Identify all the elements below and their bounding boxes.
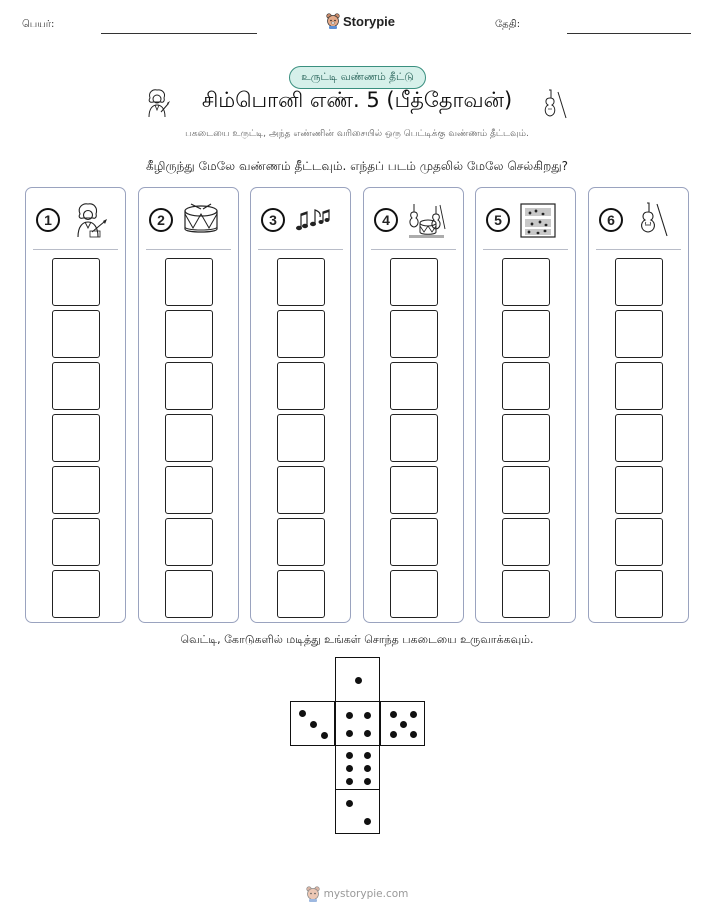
color-box[interactable] [165,518,213,566]
storypie-bear-icon [326,13,340,29]
color-box[interactable] [615,258,663,306]
brand-name: Storypie [343,13,396,29]
die-face-5 [380,701,425,746]
drum-icon [181,202,221,238]
die-pip [390,711,397,718]
die-face-6 [335,745,380,790]
track-header [589,202,688,238]
die-pip [364,818,371,825]
die-pip [346,778,353,785]
violin-icon [631,202,671,238]
footer [0,886,714,902]
music-notes-icon [293,202,333,238]
color-box[interactable] [615,414,663,462]
color-box[interactable] [390,466,438,514]
beethoven-icon [68,202,108,238]
track-divider [596,249,681,250]
page-title: சிம்பொனி எண். 5 (பீத்தோவன்) [201,88,513,112]
color-box[interactable] [502,362,550,410]
track-header [251,202,350,238]
color-box[interactable] [52,466,100,514]
die-pip [346,712,353,719]
die-pip [346,765,353,772]
die-face-3 [290,701,335,746]
track-column-5 [475,187,576,623]
color-box[interactable] [615,466,663,514]
color-box[interactable] [52,362,100,410]
color-box[interactable] [165,258,213,306]
color-box[interactable] [165,310,213,358]
track-number: 2 [149,208,173,232]
die-pip [410,711,417,718]
color-box[interactable] [502,466,550,514]
track-column-2 [138,187,239,623]
color-box[interactable] [52,414,100,462]
die-pip [364,712,371,719]
die-pip [364,752,371,759]
track-header [26,202,125,238]
track-number: 6 [599,208,623,232]
color-box[interactable] [277,570,325,618]
track-column-6 [588,187,689,623]
name-line[interactable] [101,33,257,34]
die-pip [364,765,371,772]
track-divider [146,249,231,250]
color-box[interactable] [615,518,663,566]
die-pip [346,800,353,807]
track-column-4 [363,187,464,623]
storypie-bear-icon [306,886,320,902]
track-divider [258,249,343,250]
color-box[interactable] [165,414,213,462]
track-header [476,202,575,238]
color-box[interactable] [390,310,438,358]
color-box[interactable] [52,258,100,306]
orchestra-instruments-icon [406,202,446,238]
footer-url[interactable]: mystorypie.com [323,888,409,900]
die-pip [299,710,306,717]
track-header [364,202,463,238]
color-box[interactable] [502,414,550,462]
instructions-subtitle: பகடையை உருட்டி, அந்த எண்ணின் வரிசையில் ஒரு பெட்டிக்கு வண்ணம் தீட்டவும். [185,129,529,139]
die-pip [321,732,328,739]
track-number: 1 [36,208,60,232]
color-box[interactable] [502,570,550,618]
track-column-3 [250,187,351,623]
color-box[interactable] [277,414,325,462]
die-pip [346,730,353,737]
color-box[interactable] [277,518,325,566]
track-column-1 [25,187,126,623]
die-pip [364,778,371,785]
sheet-music-icon [518,202,558,238]
die-instruction: வெட்டி, கோடுகளில் மடித்து உங்கள் சொந்த பகடையை உருவாக்கவும். [180,633,534,646]
color-box[interactable] [277,466,325,514]
track-divider [33,249,118,250]
activity-badge: உருட்டி வண்ணம் தீட்டு [289,66,426,89]
die-pip [364,730,371,737]
color-box[interactable] [165,362,213,410]
die-pip [310,721,317,728]
color-box[interactable] [390,258,438,306]
color-box[interactable] [52,518,100,566]
track-number: 5 [486,208,510,232]
color-box[interactable] [502,518,550,566]
die-pip [400,721,407,728]
color-box[interactable] [615,362,663,410]
track-number: 3 [261,208,285,232]
date-line[interactable] [567,33,691,34]
die-face-1 [335,657,380,702]
color-box[interactable] [390,414,438,462]
color-box[interactable] [615,310,663,358]
color-box[interactable] [390,570,438,618]
track-number: 4 [374,208,398,232]
die-pip [355,677,362,684]
brand-logo [326,13,395,29]
color-box[interactable] [390,362,438,410]
color-box[interactable] [165,570,213,618]
die-face-2 [335,789,380,834]
die-pip [410,731,417,738]
color-box[interactable] [277,362,325,410]
color-box[interactable] [277,310,325,358]
name-label: பெயர்: [22,19,55,30]
color-box[interactable] [502,310,550,358]
question-text: கீழிருந்து மேலே வண்ணம் தீட்டவும். எந்தப் படம் முதலில் மேலே செல்கிறது? [145,159,569,173]
color-box[interactable] [615,570,663,618]
color-box[interactable] [165,466,213,514]
color-box[interactable] [52,570,100,618]
color-box[interactable] [277,258,325,306]
track-divider [483,249,568,250]
die-face-4 [335,701,380,746]
color-box[interactable] [390,518,438,566]
color-box[interactable] [502,258,550,306]
track-divider [371,249,456,250]
date-label: தேதி: [495,19,521,30]
violin-icon [540,88,568,120]
die-pip [346,752,353,759]
track-header [139,202,238,238]
color-box[interactable] [52,310,100,358]
die-pip [390,731,397,738]
